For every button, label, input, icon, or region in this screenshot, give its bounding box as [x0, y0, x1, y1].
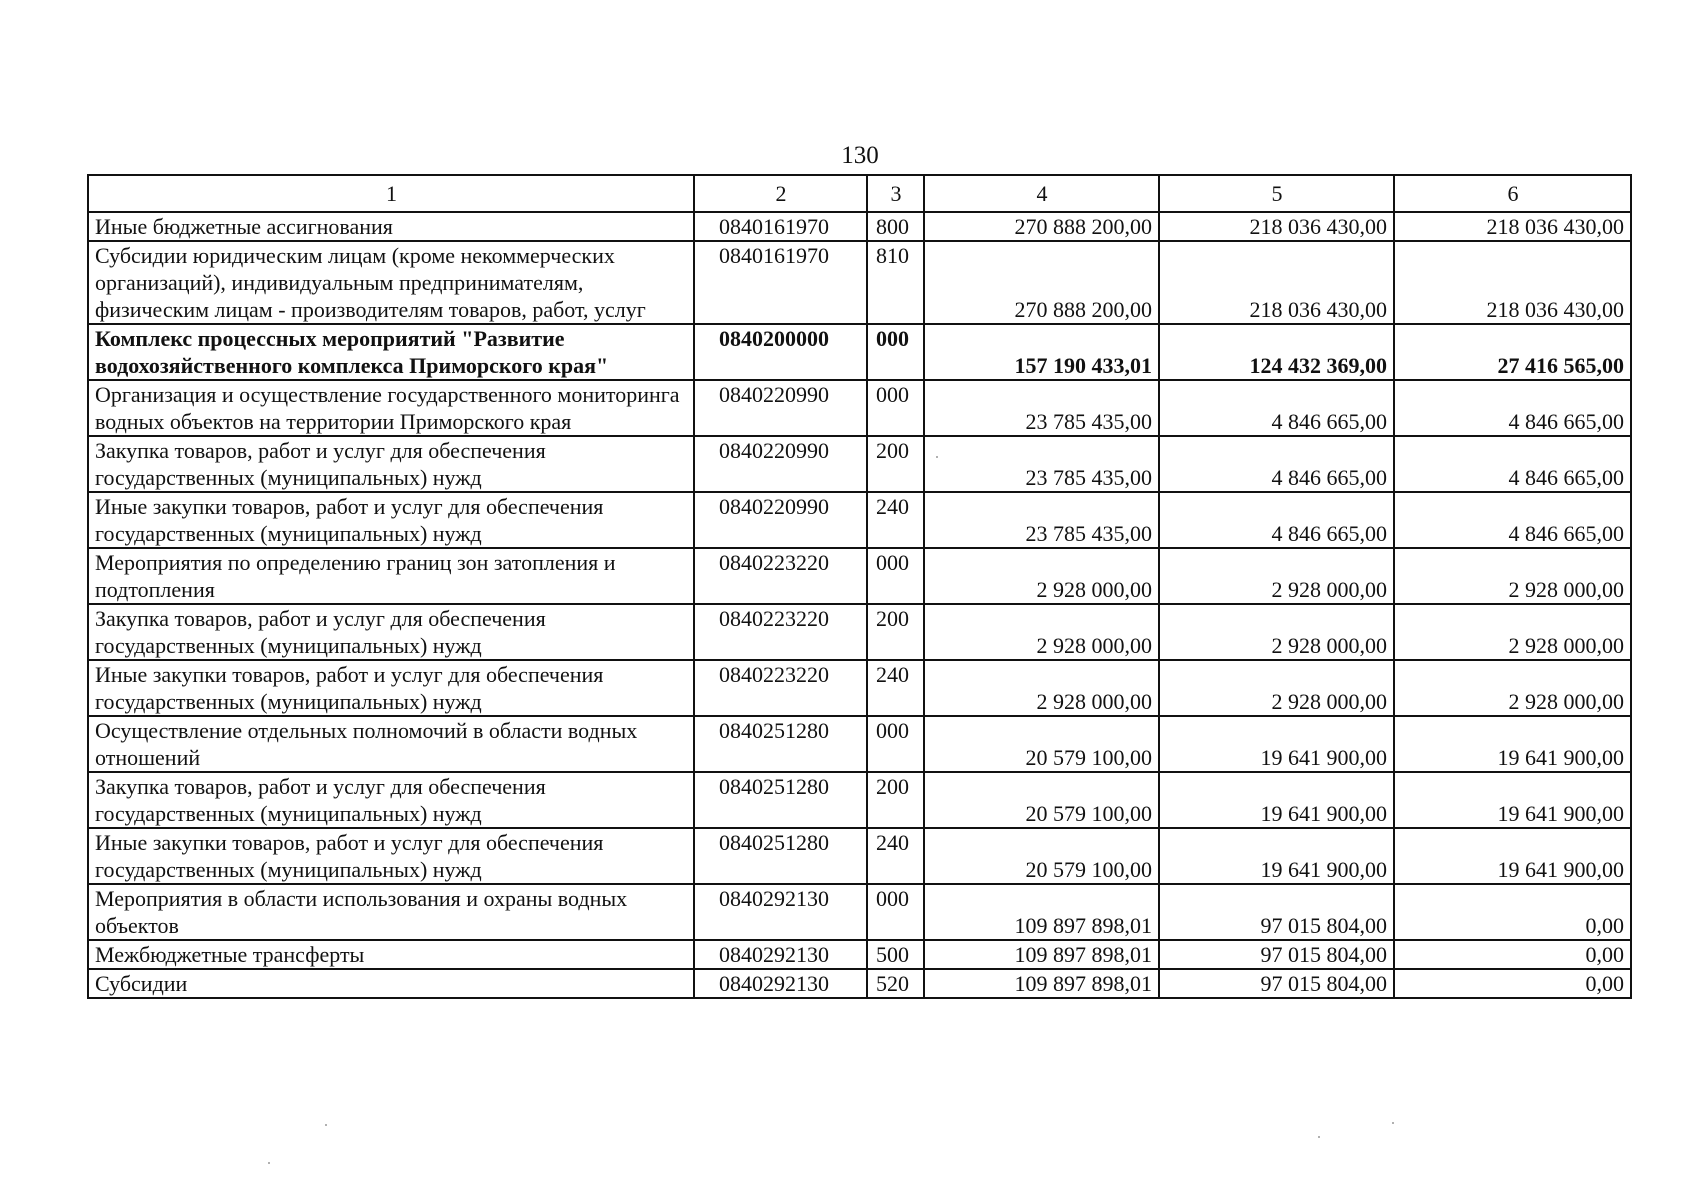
row-type-cell: 810 — [867, 241, 924, 324]
column-header: 5 — [1159, 175, 1394, 212]
row-amount-3-cell: 4 846 665,00 — [1394, 436, 1631, 492]
scan-speck — [1392, 1122, 1394, 1124]
row-amount-3-cell: 2 928 000,00 — [1394, 548, 1631, 604]
row-amount-2-cell: 4 846 665,00 — [1159, 380, 1394, 436]
row-amount-1-cell: 109 897 898,01 — [924, 969, 1159, 998]
table-row — [88, 380, 1631, 436]
row-type-cell: 800 — [867, 212, 924, 241]
row-code-cell: 0840220990 — [694, 436, 867, 492]
table-row — [88, 212, 1631, 241]
scan-speck — [1318, 1136, 1320, 1138]
row-name-cell: Иные закупки товаров, работ и услуг для обеспечения государственных (муниципальных) нужд — [88, 828, 694, 884]
row-amount-3-cell: 19 641 900,00 — [1394, 772, 1631, 828]
row-name-cell: Иные закупки товаров, работ и услуг для обеспечения государственных (муниципальных) нужд — [88, 660, 694, 716]
row-amount-2-cell: 2 928 000,00 — [1159, 660, 1394, 716]
row-amount-2-cell: 97 015 804,00 — [1159, 969, 1394, 998]
row-amount-3-cell: 19 641 900,00 — [1394, 828, 1631, 884]
table-row — [88, 940, 1631, 969]
row-amount-2-cell: 19 641 900,00 — [1159, 716, 1394, 772]
row-amount-2-cell: 218 036 430,00 — [1159, 241, 1394, 324]
row-code-cell: 0840251280 — [694, 772, 867, 828]
row-amount-2-cell: 97 015 804,00 — [1159, 884, 1394, 940]
column-header: 2 — [694, 175, 867, 212]
row-amount-2-cell: 19 641 900,00 — [1159, 828, 1394, 884]
row-amount-1-cell: 270 888 200,00 — [924, 212, 1159, 241]
row-name-cell: Иные закупки товаров, работ и услуг для обеспечения государственных (муниципальных) нужд — [88, 492, 694, 548]
row-amount-3-cell: 19 641 900,00 — [1394, 716, 1631, 772]
row-amount-1-cell: 23 785 435,00 — [924, 492, 1159, 548]
row-amount-3-cell: 4 846 665,00 — [1394, 380, 1631, 436]
row-amount-1-cell: 109 897 898,01 — [924, 940, 1159, 969]
column-header: 3 — [867, 175, 924, 212]
row-amount-2-cell: 2 928 000,00 — [1159, 604, 1394, 660]
table-row — [88, 548, 1631, 604]
table-row — [88, 969, 1631, 998]
row-amount-1-cell: 20 579 100,00 — [924, 772, 1159, 828]
row-amount-2-cell: 2 928 000,00 — [1159, 548, 1394, 604]
table-row — [88, 241, 1631, 324]
row-code-cell: 0840292130 — [694, 969, 867, 998]
row-type-cell: 000 — [867, 716, 924, 772]
row-amount-2-cell: 19 641 900,00 — [1159, 772, 1394, 828]
table-row — [88, 436, 1631, 492]
row-code-cell: 0840220990 — [694, 492, 867, 548]
row-amount-1-cell: 109 897 898,01 — [924, 884, 1159, 940]
row-code-cell: 0840223220 — [694, 604, 867, 660]
row-type-cell: 240 — [867, 660, 924, 716]
column-header: 4 — [924, 175, 1159, 212]
row-code-cell: 0840161970 — [694, 241, 867, 324]
row-amount-2-cell: 124 432 369,00 — [1159, 324, 1394, 380]
row-name-cell: Мероприятия по определению границ зон затопления и подтопления — [88, 548, 694, 604]
row-type-cell: 240 — [867, 492, 924, 548]
row-name-cell: Субсидии — [88, 969, 694, 998]
row-type-cell: 240 — [867, 828, 924, 884]
row-amount-3-cell: 0,00 — [1394, 940, 1631, 969]
row-amount-2-cell: 218 036 430,00 — [1159, 212, 1394, 241]
row-code-cell: 0840223220 — [694, 660, 867, 716]
row-amount-3-cell: 4 846 665,00 — [1394, 492, 1631, 548]
row-amount-1-cell: 270 888 200,00 — [924, 241, 1159, 324]
table-row — [88, 772, 1631, 828]
row-type-cell: 200 — [867, 436, 924, 492]
row-amount-1-cell: 157 190 433,01 — [924, 324, 1159, 380]
table-row — [88, 884, 1631, 940]
row-name-cell: Закупка товаров, работ и услуг для обеспечения государственных (муниципальных) нужд — [88, 772, 694, 828]
row-amount-1-cell: 2 928 000,00 — [924, 660, 1159, 716]
row-type-cell: 520 — [867, 969, 924, 998]
table-row — [88, 604, 1631, 660]
row-name-cell: Закупка товаров, работ и услуг для обеспечения государственных (муниципальных) нужд — [88, 604, 694, 660]
row-type-cell: 000 — [867, 324, 924, 380]
table-row — [88, 492, 1631, 548]
row-amount-1-cell: 23 785 435,00 — [924, 436, 1159, 492]
row-type-cell: 200 — [867, 604, 924, 660]
column-header: 6 — [1394, 175, 1631, 212]
table-header-row — [88, 175, 1631, 212]
row-code-cell: 0840161970 — [694, 212, 867, 241]
row-amount-2-cell: 4 846 665,00 — [1159, 436, 1394, 492]
row-amount-2-cell: 4 846 665,00 — [1159, 492, 1394, 548]
row-code-cell: 0840292130 — [694, 940, 867, 969]
row-name-cell: Комплекс процессных мероприятий "Развитие водохозяйственного комплекса Приморского края" — [88, 324, 694, 380]
row-amount-3-cell: 0,00 — [1394, 969, 1631, 998]
table-row — [88, 828, 1631, 884]
row-code-cell: 0840200000 — [694, 324, 867, 380]
row-type-cell: 500 — [867, 940, 924, 969]
row-name-cell: Межбюджетные трансферты — [88, 940, 694, 969]
budget-table — [87, 174, 1632, 999]
table-row — [88, 660, 1631, 716]
row-code-cell: 0840251280 — [694, 828, 867, 884]
row-amount-1-cell: 20 579 100,00 — [924, 716, 1159, 772]
row-name-cell: Организация и осуществление государственного мониторинга водных объектов на территории Приморского края — [88, 380, 694, 436]
row-type-cell: 000 — [867, 548, 924, 604]
row-amount-1-cell: 23 785 435,00 — [924, 380, 1159, 436]
scan-speck — [268, 1162, 270, 1164]
row-code-cell: 0840223220 — [694, 548, 867, 604]
row-amount-3-cell: 218 036 430,00 — [1394, 241, 1631, 324]
row-type-cell: 000 — [867, 884, 924, 940]
row-type-cell: 200 — [867, 772, 924, 828]
row-amount-3-cell: 218 036 430,00 — [1394, 212, 1631, 241]
table-body — [88, 212, 1631, 998]
column-header: 1 — [88, 175, 694, 212]
page-number: 130 — [841, 142, 879, 169]
row-amount-1-cell: 2 928 000,00 — [924, 548, 1159, 604]
row-amount-3-cell: 27 416 565,00 — [1394, 324, 1631, 380]
row-code-cell: 0840220990 — [694, 380, 867, 436]
row-code-cell: 0840292130 — [694, 884, 867, 940]
row-code-cell: 0840251280 — [694, 716, 867, 772]
row-name-cell: Иные бюджетные ассигнования — [88, 212, 694, 241]
row-amount-1-cell: 2 928 000,00 — [924, 604, 1159, 660]
scan-speck — [936, 456, 938, 458]
row-name-cell: Закупка товаров, работ и услуг для обеспечения государственных (муниципальных) нужд — [88, 436, 694, 492]
row-amount-2-cell: 97 015 804,00 — [1159, 940, 1394, 969]
scan-speck — [325, 1124, 327, 1126]
row-amount-3-cell: 2 928 000,00 — [1394, 660, 1631, 716]
table-row — [88, 324, 1631, 380]
row-name-cell: Мероприятия в области использования и охраны водных объектов — [88, 884, 694, 940]
table-row — [88, 716, 1631, 772]
row-type-cell: 000 — [867, 380, 924, 436]
row-name-cell: Субсидии юридическим лицам (кроме некоммерческих организаций), индивидуальным предпринимателям, физическим лицам - производителям товаров, работ, услуг — [88, 241, 694, 324]
row-amount-3-cell: 0,00 — [1394, 884, 1631, 940]
row-amount-3-cell: 2 928 000,00 — [1394, 604, 1631, 660]
row-name-cell: Осуществление отдельных полномочий в области водных отношений — [88, 716, 694, 772]
row-amount-1-cell: 20 579 100,00 — [924, 828, 1159, 884]
